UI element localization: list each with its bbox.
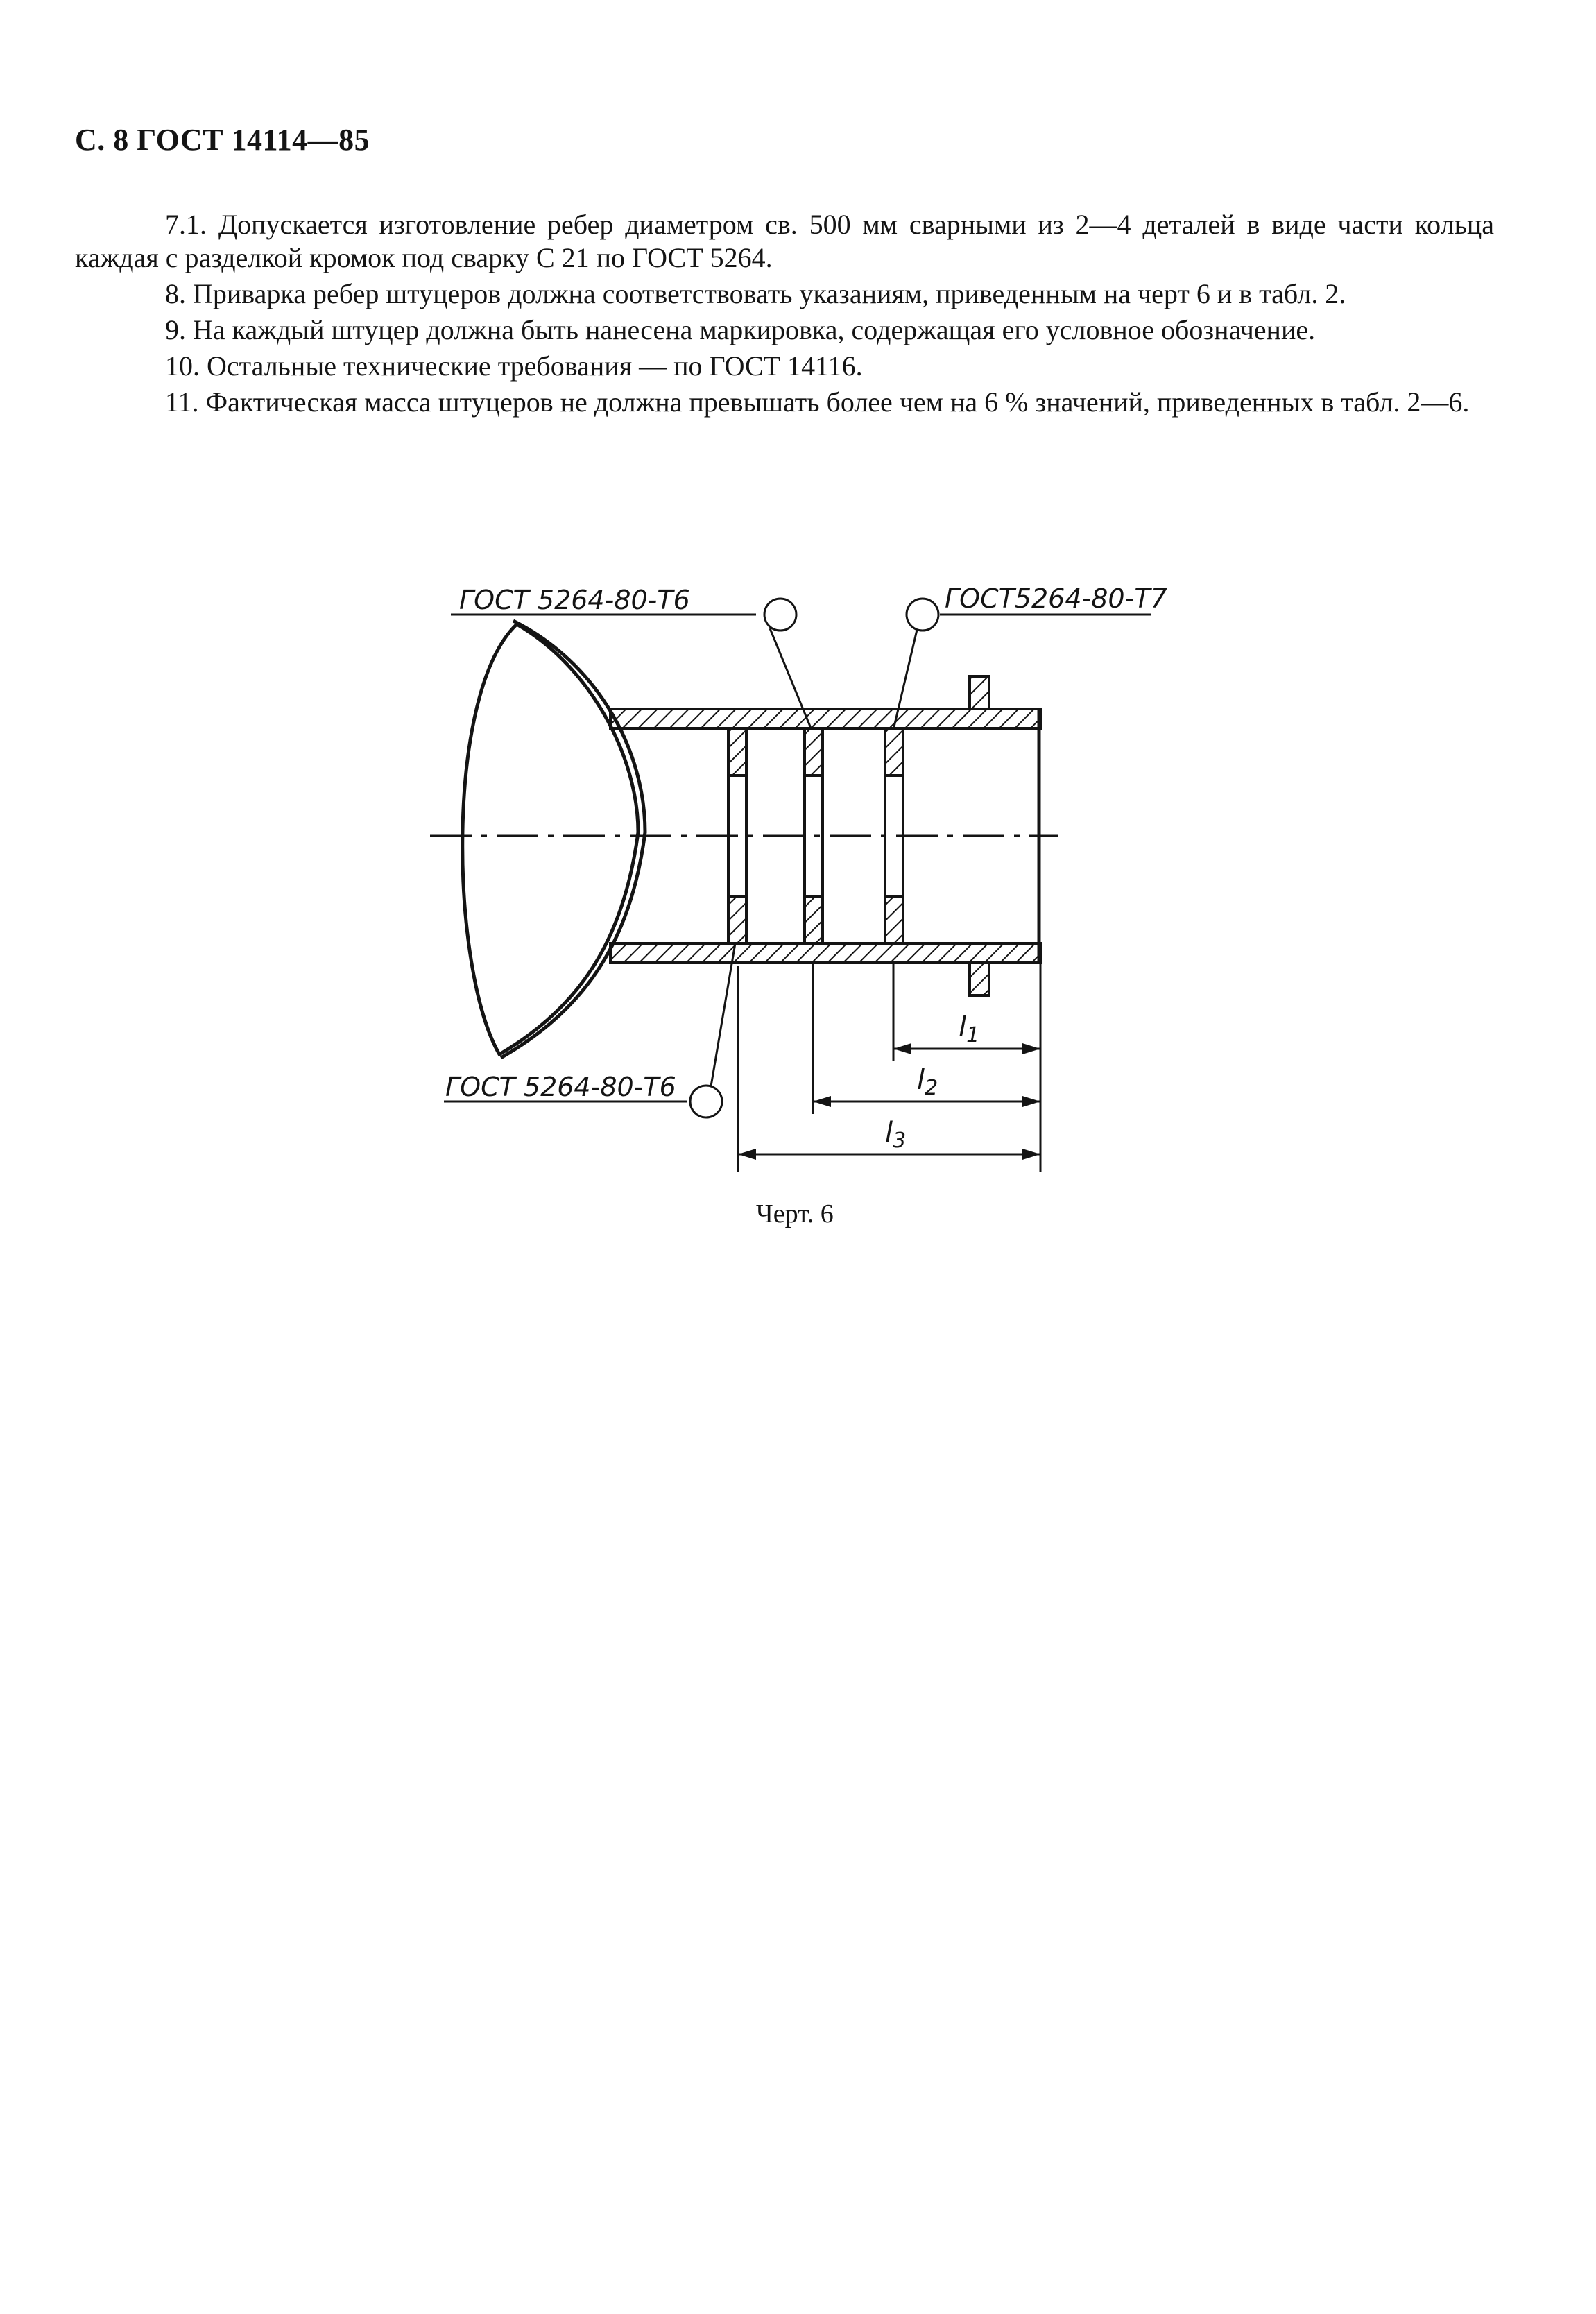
paragraph-7-1: 7.1. Допускается изготовление ребер диаметром св. 500 мм сварными из 2—4 деталей в виде части кольца каждая с разделкой кромок под сварку С 21 по ГОСТ 5264. <box>75 209 1494 273</box>
callout-bottom-left-label: ГОСТ 5264-80-Т6 <box>445 1072 676 1102</box>
dim-l1-label: $l_1$ <box>959 1011 980 1047</box>
vessel-shell <box>463 621 645 1058</box>
paragraph-9: 9. На каждый штуцер должна быть нанесена маркировка, содержащая его условное обозначение. <box>165 314 1316 345</box>
figure-caption: Черт. 6 <box>756 1199 834 1228</box>
dimensions <box>738 964 1040 1172</box>
callout-top-right-label: ГОСТ5264-80-Т7 <box>945 583 1167 614</box>
paragraph-8: 8. Приварка ребер штуцеров должна соответствовать указаниям, приведенным на черт 6 и в табл. 2. <box>165 278 1346 309</box>
dim-l2-label: $l_2$ <box>917 1064 938 1100</box>
dim-l3-label: $l_3$ <box>885 1117 907 1153</box>
paragraph-11: 11. Фактическая масса штуцеров не должна превышать более чем на 6 % значений, приведенных в табл. 2—6. <box>165 386 1470 418</box>
callout-top-left-label: ГОСТ 5264-80-Т6 <box>459 585 690 615</box>
paragraph-10: 10. Остальные технические требования — по ГОСТ 14116. <box>165 350 863 382</box>
page-header: С. 8 ГОСТ 14114—85 <box>75 123 370 157</box>
